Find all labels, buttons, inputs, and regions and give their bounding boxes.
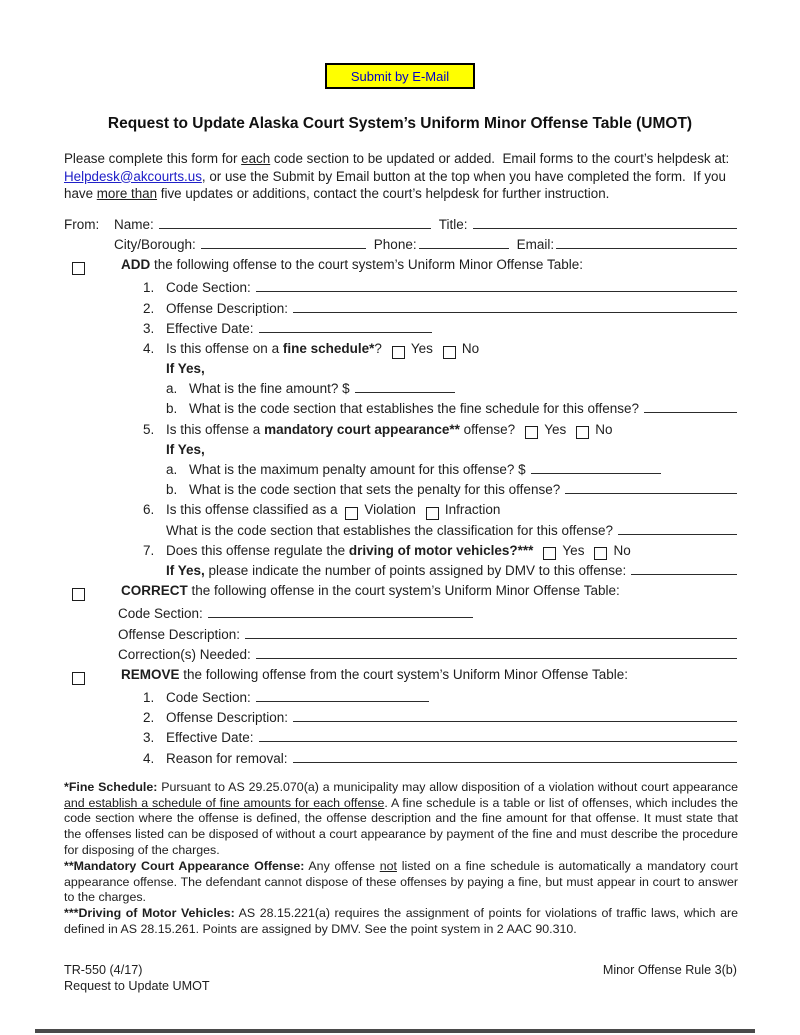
city-row bbox=[64, 237, 737, 257]
correct-section-header bbox=[64, 583, 737, 603]
from-label: From: bbox=[64, 216, 100, 232]
reason-for-removal-label: Reason for removal: bbox=[166, 750, 288, 766]
yes-label: Yes bbox=[562, 542, 585, 558]
mandatory-footnote-title: **Mandatory Court Appearance Offense: bbox=[64, 858, 305, 873]
effective-date-label: Effective Date: bbox=[166, 320, 254, 336]
driving-motor-vehicles-footnote bbox=[64, 906, 738, 938]
remove-section-header bbox=[64, 667, 737, 687]
add-item-4b bbox=[64, 401, 737, 421]
infraction-checkbox[interactable] bbox=[426, 507, 439, 520]
no-label: No bbox=[595, 421, 613, 437]
add-keyword: ADD bbox=[121, 257, 151, 273]
fine-amount-field[interactable] bbox=[355, 392, 455, 393]
title-label: Title: bbox=[438, 216, 468, 232]
item-letter: b. bbox=[166, 482, 178, 498]
penalty-code-label: What is the code section that sets the penalty for this offense? bbox=[189, 482, 561, 498]
footnote-text: listed on a fine schedule is automatically a mandatory court appearance offense. The defendant cannot dispose of these offenses by paying a fine, but must appear in court to answer to the charges. bbox=[64, 858, 738, 905]
form-name: Request to Update UMOT bbox=[64, 979, 210, 994]
driving-footnote-title: ***Driving of Motor Vehicles: bbox=[64, 906, 235, 921]
remove-item-1 bbox=[64, 690, 737, 710]
if-yes-row bbox=[64, 361, 737, 381]
add-heading-text: the following offense to the court system’s Uniform Minor Offense Table: bbox=[150, 257, 583, 273]
offense-description-label: Offense Description: bbox=[118, 626, 241, 642]
footnote-text: . A fine schedule is a table or list of offenses, which includes the code section where the offense is defined, the offense description and the fine amount for that offense. It must state that the offenses listed can be disposed of without a court appearance by payment of the fine and must describe the procedure for disposing of the charges. bbox=[64, 795, 738, 858]
add-item-1 bbox=[64, 280, 737, 300]
violation-label: Violation bbox=[364, 502, 416, 518]
correct-description-row bbox=[64, 627, 737, 647]
footnote-text: Any offense bbox=[304, 858, 380, 873]
item-number: 3. bbox=[143, 320, 155, 336]
item-number: 3. bbox=[143, 730, 155, 746]
code-section-label: Code Section: bbox=[118, 606, 203, 622]
item-number: 1. bbox=[143, 280, 155, 296]
add-item-2 bbox=[64, 301, 737, 321]
page-title: Request to Update Alaska Court System’s Uniform Minor Offense Table (UMOT) bbox=[107, 115, 693, 132]
fine-schedule-footnote bbox=[64, 780, 738, 859]
correct-checkbox[interactable] bbox=[72, 588, 85, 601]
add-item-5b bbox=[64, 482, 737, 502]
page-footer bbox=[64, 962, 737, 995]
if-yes-label: If Yes, bbox=[166, 562, 205, 578]
intro-text-4: five updates or additions, contact the court’s helpdesk for further instruction. bbox=[157, 186, 610, 202]
submit-by-email-button[interactable]: Submit by E-Mail bbox=[325, 63, 475, 89]
reason-for-removal-field[interactable] bbox=[293, 762, 737, 763]
add-item-6 bbox=[64, 502, 737, 522]
remove-offense-description-field[interactable] bbox=[293, 721, 737, 722]
email-field[interactable] bbox=[556, 248, 737, 249]
classification-code-label: What is the code section that establishes the classification for this offense? bbox=[166, 522, 613, 538]
mandatory-court-appearance-bold: mandatory court appearance** bbox=[264, 421, 460, 437]
footnote-text: Pursuant to AS 29.25.070(a) a municipality may allow disposition of a violation without court appearance bbox=[157, 779, 738, 794]
infraction-label: Infraction bbox=[444, 502, 501, 518]
intro-text-2: code section to be updated or added. Email forms to the court’s helpdesk at: bbox=[270, 151, 737, 166]
item-number: 1. bbox=[143, 690, 155, 706]
add-item-4 bbox=[64, 341, 737, 361]
intro-underline-more-than: more than bbox=[96, 186, 158, 202]
remove-checkbox[interactable] bbox=[72, 672, 85, 685]
fine-amount-label: What is the fine amount? $ bbox=[189, 381, 350, 397]
penalty-code-field[interactable] bbox=[565, 493, 737, 494]
no-label: No bbox=[461, 340, 480, 356]
remove-item-2 bbox=[64, 710, 737, 730]
fine-schedule-code-field[interactable] bbox=[644, 412, 737, 413]
if-yes-label: If Yes, bbox=[166, 361, 205, 377]
add-checkbox[interactable] bbox=[72, 262, 85, 275]
item-number: 2. bbox=[143, 300, 155, 316]
yes-label: Yes bbox=[410, 340, 433, 356]
item-number: 6. bbox=[143, 502, 155, 518]
add-item-3 bbox=[64, 321, 737, 341]
remove-code-section-field[interactable] bbox=[256, 701, 429, 702]
add-item-7-continued bbox=[64, 563, 737, 583]
item-letter: a. bbox=[166, 381, 178, 397]
form-body bbox=[64, 217, 737, 771]
name-label: Name: bbox=[114, 216, 154, 232]
fine-schedule-bold: fine schedule* bbox=[282, 340, 375, 356]
dmv-yes-checkbox[interactable] bbox=[543, 547, 556, 560]
form-number: TR-550 (4/17) bbox=[64, 962, 143, 977]
footnote-underline-not: not bbox=[379, 858, 397, 873]
email-label: Email: bbox=[516, 236, 555, 252]
question-mark: ? bbox=[374, 340, 382, 356]
add-item-6-continued bbox=[64, 523, 737, 543]
dmv-no-checkbox[interactable] bbox=[594, 547, 607, 560]
correct-offense-description-field[interactable] bbox=[245, 638, 737, 639]
code-section-label: Code Section: bbox=[166, 280, 251, 296]
city-borough-label: City/Borough: bbox=[114, 236, 196, 252]
add-section-header bbox=[64, 257, 737, 277]
item-number: 5. bbox=[143, 421, 155, 437]
remove-heading-text: the following offense from the court system’s Uniform Minor Offense Table: bbox=[179, 666, 628, 682]
from-row bbox=[64, 217, 737, 237]
remove-effective-date-field[interactable] bbox=[259, 741, 737, 742]
mandatory-question-text: Is this offense a bbox=[166, 421, 265, 437]
mandatory-yes-checkbox[interactable] bbox=[525, 426, 538, 439]
item-number: 4. bbox=[143, 340, 155, 356]
footnote-underline: and establish a schedule of fine amounts for each offense bbox=[64, 795, 385, 810]
if-yes-label: If Yes, bbox=[166, 441, 205, 457]
item-number: 2. bbox=[143, 710, 155, 726]
mandatory-appearance-footnote bbox=[64, 859, 738, 906]
effective-date-label: Effective Date: bbox=[166, 730, 254, 746]
title-field[interactable] bbox=[473, 228, 737, 229]
intro-text-3: , or use the Submit by Email button at the top when you have completed the form. If you have bbox=[64, 168, 730, 202]
add-effective-date-field[interactable] bbox=[259, 332, 432, 333]
mandatory-no-checkbox[interactable] bbox=[576, 426, 589, 439]
phone-field[interactable] bbox=[419, 248, 509, 249]
footnote-text: AS 28.15.221(a) requires the assignment of points for violations of traffic laws, which are defined in AS 28.15.261. Points are assigned by DMV. See the point system in 2 AAC 90.310. bbox=[64, 906, 738, 937]
fine-schedule-question-text: Is this offense on a bbox=[166, 340, 283, 356]
remove-keyword: REMOVE bbox=[121, 666, 180, 682]
violation-checkbox[interactable] bbox=[345, 507, 358, 520]
driving-motor-vehicles-bold: driving of motor vehicles?*** bbox=[348, 542, 534, 558]
add-item-5 bbox=[64, 422, 737, 442]
dmv-points-text: please indicate the number of points assigned by DMV to this offense: bbox=[204, 562, 627, 578]
footnotes bbox=[64, 780, 738, 938]
correct-code-row bbox=[64, 606, 737, 626]
city-borough-field[interactable] bbox=[201, 248, 366, 249]
intro-underline-each: each bbox=[241, 151, 271, 166]
correct-keyword: CORRECT bbox=[121, 583, 188, 599]
name-field[interactable] bbox=[159, 228, 431, 229]
corrections-needed-field[interactable] bbox=[256, 658, 737, 659]
add-item-7 bbox=[64, 543, 737, 563]
offense-description-label: Offense Description: bbox=[166, 710, 289, 726]
offense-question-text: offense? bbox=[459, 421, 516, 437]
dmv-points-field[interactable] bbox=[631, 574, 737, 575]
yes-label: Yes bbox=[544, 421, 567, 437]
add-code-section-field[interactable] bbox=[256, 291, 737, 292]
intro-text-1: Please complete this form for bbox=[64, 151, 242, 166]
classification-code-field[interactable] bbox=[618, 534, 737, 535]
dmv-question-text: Does this offense regulate the bbox=[166, 542, 349, 558]
page-edge-bar bbox=[35, 1029, 755, 1033]
item-letter: a. bbox=[166, 462, 178, 478]
footer-left bbox=[64, 962, 210, 995]
remove-item-4 bbox=[64, 751, 737, 771]
fine-schedule-no-checkbox[interactable] bbox=[443, 346, 456, 359]
helpdesk-email-link[interactable]: Helpdesk@akcourts.us bbox=[64, 168, 202, 184]
add-offense-description-field[interactable] bbox=[293, 312, 737, 313]
correct-code-section-field[interactable] bbox=[208, 617, 473, 618]
max-penalty-label: What is the maximum penalty amount for this offense? $ bbox=[189, 462, 526, 478]
remove-item-3 bbox=[64, 730, 737, 750]
classified-question-text: Is this offense classified as a bbox=[166, 502, 342, 518]
code-section-label: Code Section: bbox=[166, 690, 251, 706]
no-label: No bbox=[613, 542, 631, 558]
offense-description-label: Offense Description: bbox=[166, 300, 289, 316]
correct-needed-row bbox=[64, 647, 737, 667]
add-item-5a bbox=[64, 462, 737, 482]
item-number: 4. bbox=[143, 750, 155, 766]
fine-schedule-footnote-title: *Fine Schedule: bbox=[64, 779, 158, 794]
fine-schedule-code-label: What is the code section that establishes the fine schedule for this offense? bbox=[189, 401, 640, 417]
add-item-4a bbox=[64, 381, 737, 401]
footer-rule-reference: Minor Offense Rule 3(b) bbox=[602, 962, 737, 977]
correct-heading-text: the following offense in the court system’s Uniform Minor Offense Table: bbox=[187, 583, 620, 599]
item-number: 7. bbox=[143, 542, 155, 558]
phone-label: Phone: bbox=[373, 236, 417, 252]
intro-paragraph bbox=[64, 150, 738, 203]
if-yes-row bbox=[64, 442, 737, 462]
fine-schedule-yes-checkbox[interactable] bbox=[392, 346, 405, 359]
item-letter: b. bbox=[166, 401, 178, 417]
corrections-needed-label: Correction(s) Needed: bbox=[118, 646, 251, 662]
max-penalty-field[interactable] bbox=[531, 473, 661, 474]
